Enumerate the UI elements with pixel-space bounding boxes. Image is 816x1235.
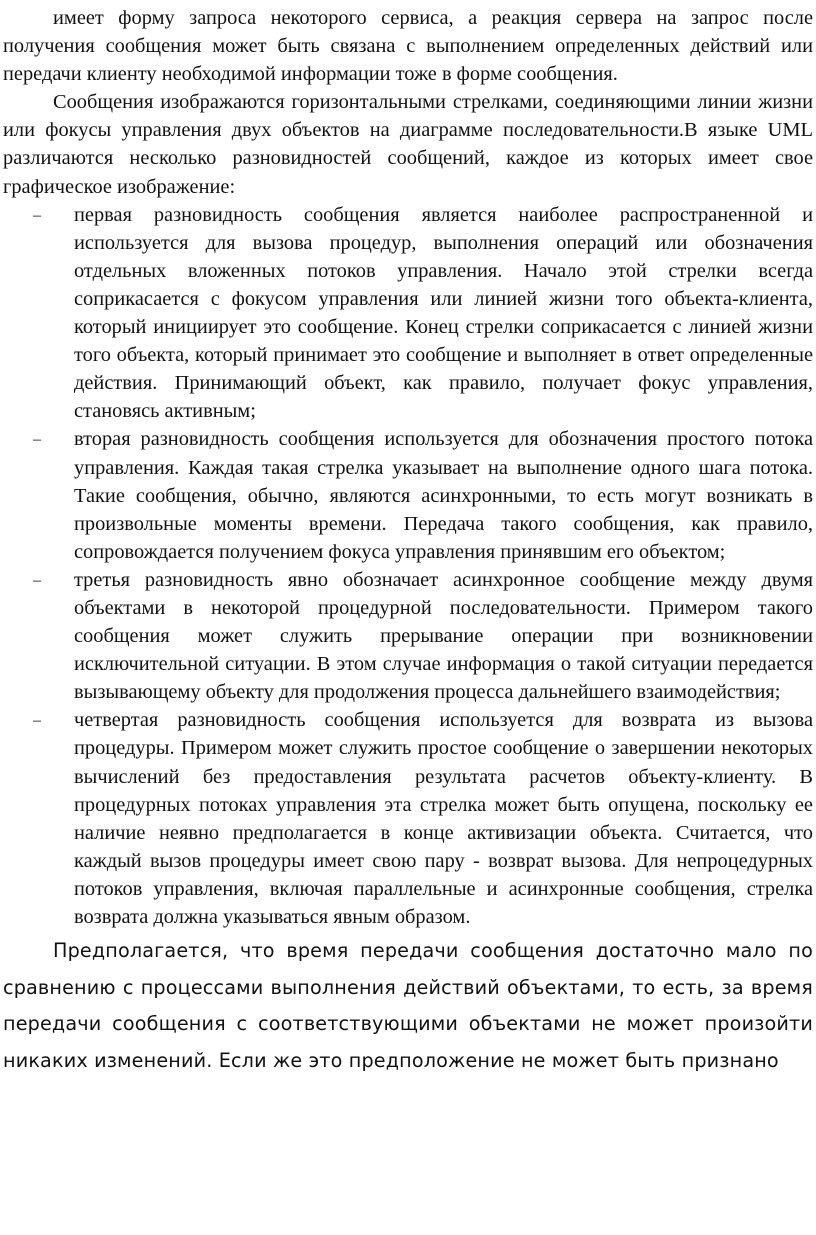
list-item (3, 706, 813, 931)
dash-bullet: – (33, 206, 41, 224)
paragraph-messages-intro: Сообщения изображаются горизонтальными стрелками, соединяющими линии жизни или фокусы управления двух объектов на диаграмме последовательности.В языке UML различаются несколько разновидностей сообщений, каждое из которых имеет свое графическое изображение: (3, 91, 813, 198)
list-item-text: первая разновидность сообщения является наиболее распространенной и используется для вызова процедур, выполнения операций или обозначения отдельных вложенных потоков управления. Начало этой стрелки всегда соприкасается с фокусом управления или линией жизни того объекта-клиента, который инициирует это сообщение. Конец стрелки соприкасается с линией жизни того объекта, который принимает это сообщение и выполняет в ответ определенные действия. Принимающий объект, как правило, получает фокус управления, становясь активным; (74, 203, 813, 423)
list-item (3, 201, 813, 426)
list-item-text: четвертая разновидность сообщения используется для возврата из вызова процедуры. Примером может служить простое сообщение о завершении некоторых вычислений без предоставления результата расчетов объекту-клиенту. В процедурных потоках управления эта стрелка может быть опущена, поскольку ее наличие неявно предполагается в конце активизации объекта. Считается, что каждый вызов процедуры имеет свою пару - возврат вызова. Для непроцедурных потоков управления, включая параллельные и асинхронные сообщения, стрелка возврата должна указываться явным образом. (74, 709, 813, 928)
paragraph-transfer-time: Предполагается, что время передачи сообщения достаточно мало по сравнению с процессами выполнения действий объектами, то есть, за время передачи сообщения с соответствующими объектами не может произойти никаких изменений. Если же это предположение не может быть признано (3, 939, 813, 1072)
paragraph-continuation: имеет форму запроса некоторого сервиса, а реакция сервера на запрос после получения сообщения может быть связана с выполнением определенных действий или передачи клиенту необходимой информации тоже в форме сообщения. (3, 7, 813, 86)
dash-bullet: – (33, 571, 41, 589)
dash-bullet: – (33, 712, 41, 730)
list-item (3, 566, 813, 706)
list-item (3, 425, 813, 565)
list-item-text: вторая разновидность сообщения используется для обозначения простого потока управления. Каждая такая стрелка указывает на выполнение одного шага потока. Такие сообщения, обычно, являются асинхронными, то есть могут возникать в произвольные моменты времени. Передача такого сообщения, как правило, сопровождается получением фокуса управления принявшим его объектом; (74, 428, 813, 563)
message-kinds-list (3, 201, 813, 931)
dash-bullet: – (33, 431, 41, 449)
list-item-text: третья разновидность явно обозначает асинхронное сообщение между двумя объектами в некоторой процедурной последовательности. Примером такого сообщения может служить прерывание операции при возникновении исключительной ситуации. В этом случае информация о такой ситуации передается вызывающему объекту для продолжения процесса дальнейшего взаимодействия; (74, 568, 813, 704)
